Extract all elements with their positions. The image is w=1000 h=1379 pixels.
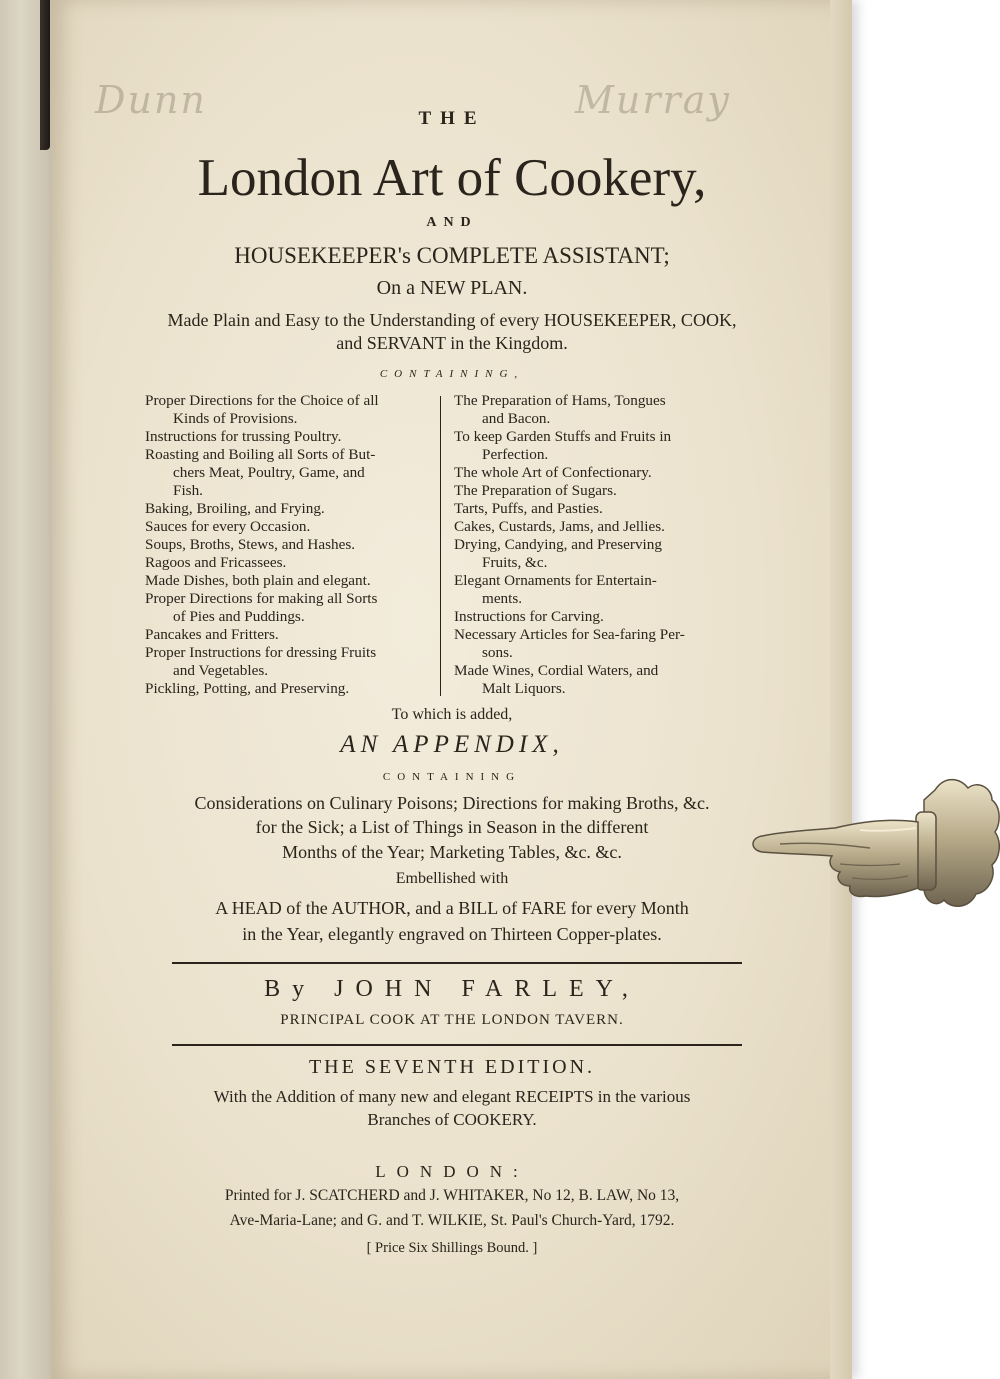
author-title: PRINCIPAL COOK AT THE LONDON TAVERN. xyxy=(280,1012,624,1028)
list-item: The Preparation of Hams, Tongues xyxy=(454,392,666,409)
signature-left: Dunn xyxy=(95,78,207,122)
signature-right: Murray xyxy=(575,78,731,122)
list-item: Ragoos and Fricassees. xyxy=(145,554,287,571)
list-item: chers Meat, Poultry, Game, and xyxy=(173,464,365,481)
list-item: The Preparation of Sugars. xyxy=(454,482,617,499)
list-item: Tarts, Puffs, and Pasties. xyxy=(454,500,603,517)
head-line-2: in the Year, elegantly engraved on Thirteen Copper-plates. xyxy=(242,924,662,944)
list-item: Elegant Ornaments for Entertain- xyxy=(454,572,657,589)
list-item: Perfection. xyxy=(482,446,549,463)
list-item: Roasting and Boiling all Sorts of But- xyxy=(145,446,376,463)
appendix-line-3: Months of the Year; Marketing Tables, &c. &c. xyxy=(282,842,622,862)
list-item: Proper Directions for the Choice of all xyxy=(145,392,379,409)
list-item: Sauces for every Occasion. xyxy=(145,518,311,535)
list-item: of Pies and Puddings. xyxy=(173,608,305,625)
appendix-line-2: for the Sick; a List of Things in Season in the different xyxy=(255,817,649,837)
list-item: Fruits, &c. xyxy=(482,554,548,571)
contents-right-column xyxy=(454,392,685,698)
imprint-line-1: Printed for J. SCATCHERD and J. WHITAKER, No 12, B. LAW, No 13, xyxy=(224,1187,680,1204)
price-line: [ Price Six Shillings Bound. ] xyxy=(366,1240,538,1256)
embellished-line: Embellished with xyxy=(395,870,509,887)
book-subtitle: HOUSEKEEPER's COMPLETE ASSISTANT; xyxy=(234,243,670,268)
imprint-city: LONDON: xyxy=(375,1162,529,1181)
title-page xyxy=(52,0,852,1379)
list-item: and Vegetables. xyxy=(173,662,269,679)
plan-line: On a NEW PLAN. xyxy=(376,277,528,299)
list-item: Pancakes and Fritters. xyxy=(145,626,279,643)
list-item: ments. xyxy=(482,590,523,607)
spine-edge xyxy=(40,0,50,150)
title-the: THE xyxy=(418,108,486,129)
list-item: Malt Liquors. xyxy=(482,680,566,697)
book-title: London Art of Cookery, xyxy=(197,149,707,207)
list-item: Baking, Broiling, and Frying. xyxy=(145,500,325,517)
added-line: To which is added, xyxy=(391,706,513,723)
pointing-hand-icon xyxy=(740,770,1000,920)
appendix-heading: AN APPENDIX, xyxy=(340,731,564,758)
book-spine xyxy=(0,0,52,1379)
made-line-2: and SERVANT in the Kingdom. xyxy=(336,333,568,353)
divider-rule xyxy=(172,962,742,964)
list-item: Fish. xyxy=(173,482,203,499)
addition-line-2: Branches of COOKERY. xyxy=(367,1110,537,1129)
appendix-containing: CONTAINING xyxy=(382,771,522,783)
divider-rule xyxy=(172,1044,742,1046)
made-line-1: Made Plain and Easy to the Understanding of every HOUSEKEEPER, COOK, xyxy=(167,310,737,330)
column-divider xyxy=(440,396,441,696)
list-item: The whole Art of Confectionary. xyxy=(454,464,652,481)
list-item: sons. xyxy=(482,644,513,661)
title-and: AND xyxy=(426,215,478,230)
list-item: Necessary Articles for Sea-faring Per- xyxy=(454,626,685,643)
appendix-line-1: Considerations on Culinary Poisons; Directions for making Broths, &c. xyxy=(194,793,710,813)
list-item: Made Dishes, both plain and elegant. xyxy=(145,572,371,589)
head-line-1: A HEAD of the AUTHOR, and a BILL of FARE for every Month xyxy=(215,898,689,918)
list-item: To keep Garden Stuffs and Fruits in xyxy=(454,428,672,445)
list-item: Drying, Candying, and Preserving xyxy=(454,536,662,553)
contents-left-column xyxy=(145,392,379,698)
list-item: Cakes, Custards, Jams, and Jellies. xyxy=(454,518,665,535)
list-item: Proper Directions for making all Sorts xyxy=(145,590,378,607)
author-byline: By JOHN FARLEY, xyxy=(264,976,640,1002)
list-item: Instructions for Carving. xyxy=(454,608,604,625)
edition-line: THE SEVENTH EDITION. xyxy=(308,1056,596,1078)
list-item: and Bacon. xyxy=(482,410,551,427)
list-item: Pickling, Potting, and Preserving. xyxy=(145,680,350,697)
containing-heading: CONTAINING, xyxy=(379,368,525,380)
list-item: Proper Instructions for dressing Fruits xyxy=(145,644,377,661)
list-item: Made Wines, Cordial Waters, and xyxy=(454,662,659,679)
addition-line-1: With the Addition of many new and elegant RECEIPTS in the various xyxy=(213,1087,691,1106)
list-item: Soups, Broths, Stews, and Hashes. xyxy=(145,536,356,553)
imprint-line-2: Ave-Maria-Lane; and G. and T. WILKIE, St. Paul's Church-Yard, 1792. xyxy=(229,1212,675,1229)
list-item: Kinds of Provisions. xyxy=(173,410,298,427)
list-item: Instructions for trussing Poultry. xyxy=(145,428,342,445)
